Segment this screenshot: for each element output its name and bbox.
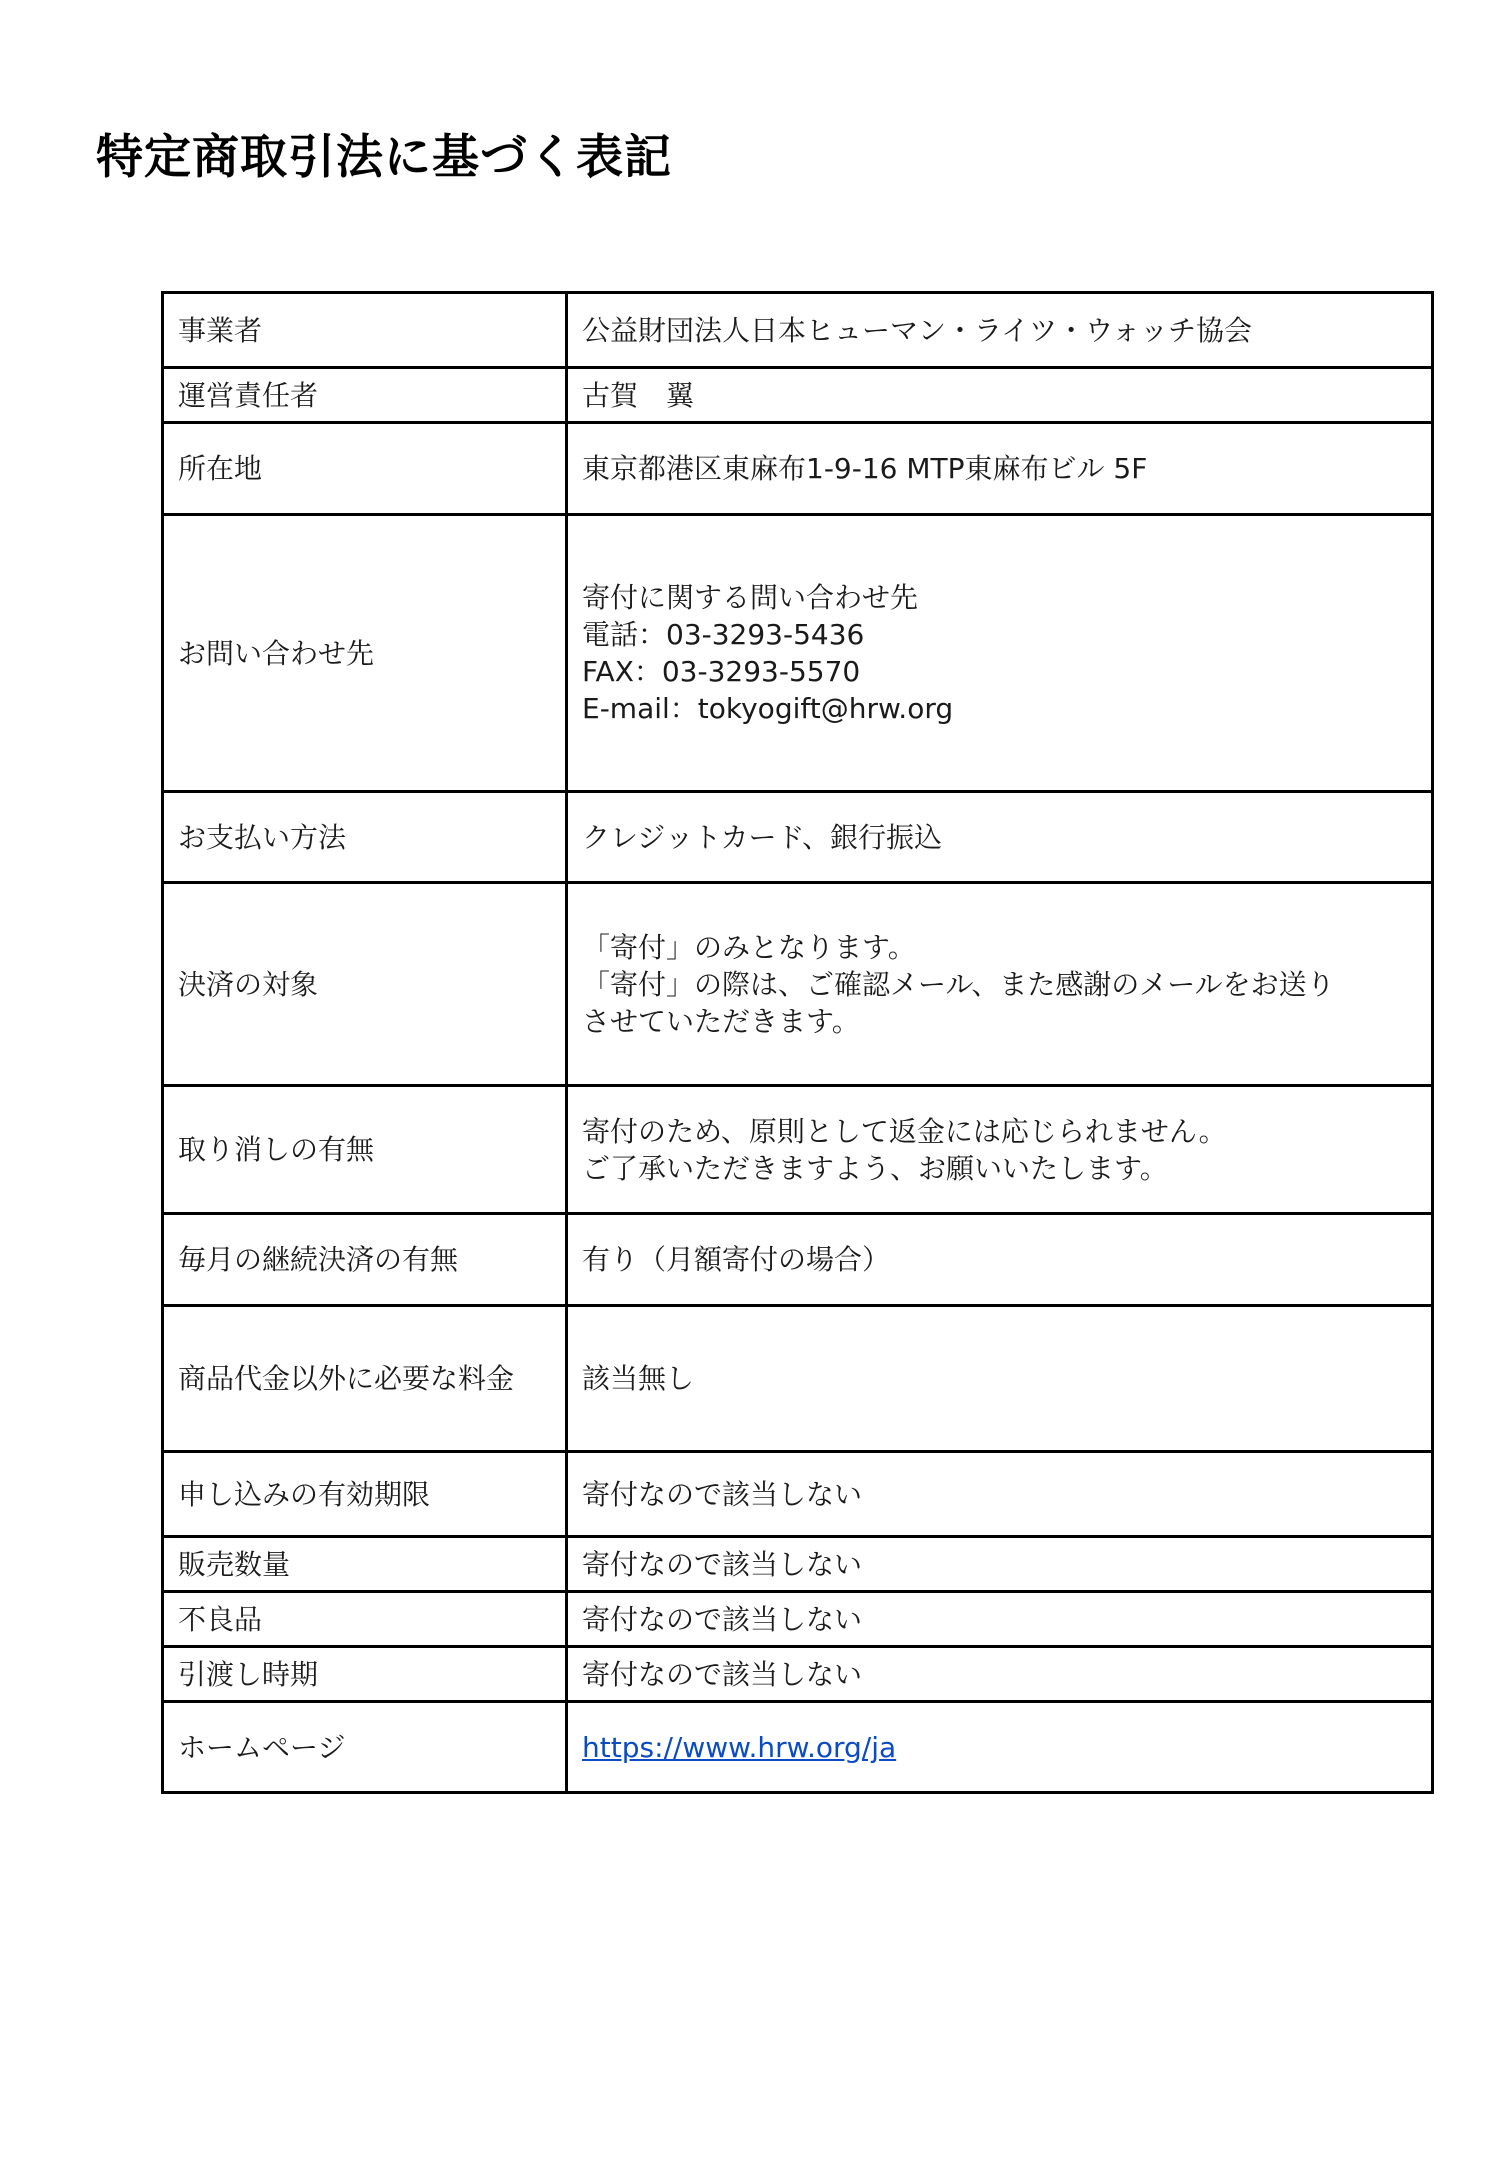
- table-row: [163, 1647, 1433, 1702]
- label-additional-fees: 商品代金以外に必要な料金: [163, 1306, 567, 1452]
- value-defective-goods: 寄付なので該当しない: [567, 1592, 1433, 1647]
- table-row: [163, 883, 1433, 1086]
- label-delivery-time: 引渡し時期: [163, 1647, 567, 1702]
- table-row: [163, 293, 1433, 368]
- label-homepage: ホームページ: [163, 1702, 567, 1793]
- label-payment-target: 決済の対象: [163, 883, 567, 1086]
- table-row: [163, 1306, 1433, 1452]
- value-address: 東京都港区東麻布1-9-16 MTP東麻布ビル 5F: [567, 423, 1433, 515]
- table-row: [163, 368, 1433, 423]
- table-row: [163, 1086, 1433, 1214]
- value-application-validity: 寄付なので該当しない: [567, 1452, 1433, 1537]
- label-address: 所在地: [163, 423, 567, 515]
- contact-email: E-mail：tokyogift@hrw.org: [582, 692, 954, 725]
- cancellation-line: ご了承いただきますよう、お願いいたします。: [582, 1151, 1168, 1185]
- value-payment-target: [567, 883, 1433, 1086]
- label-business-operator: 事業者: [163, 293, 567, 368]
- table-row: [163, 1702, 1433, 1793]
- value-homepage: [567, 1702, 1433, 1793]
- value-business-operator: 公益財団法人日本ヒューマン・ライツ・ウォッチ協会: [567, 293, 1433, 368]
- table-row: [163, 792, 1433, 883]
- label-defective-goods: 不良品: [163, 1592, 567, 1647]
- label-cancellation: 取り消しの有無: [163, 1086, 567, 1214]
- homepage-link[interactable]: https://www.hrw.org/ja: [582, 1730, 897, 1764]
- payment-target-line: させていただきます。: [582, 1004, 860, 1038]
- contact-fax: FAX：03-3293-5570: [582, 655, 861, 688]
- value-payment-method: クレジットカード、銀行振込: [567, 792, 1433, 883]
- table-row: [163, 1214, 1433, 1306]
- label-application-validity: 申し込みの有効期限: [163, 1452, 567, 1537]
- value-sales-quantity: 寄付なので該当しない: [567, 1537, 1433, 1592]
- table-row: [163, 515, 1433, 792]
- page-title: 特定商取引法に基づく表記: [96, 130, 672, 185]
- label-contact: お問い合わせ先: [163, 515, 567, 792]
- contact-heading: 寄付に関する問い合わせ先: [582, 581, 919, 614]
- contact-phone: 電話：03-3293-5436: [582, 618, 865, 651]
- label-monthly-payment: 毎月の継続決済の有無: [163, 1214, 567, 1306]
- payment-target-line: 「寄付」のみとなります。: [582, 930, 916, 964]
- cancellation-line: 寄付のため、原則として返金には応じられません。: [582, 1114, 1227, 1148]
- table-row: [163, 423, 1433, 515]
- table-row: [163, 1592, 1433, 1647]
- table-row: [163, 1537, 1433, 1592]
- label-sales-quantity: 販売数量: [163, 1537, 567, 1592]
- value-manager: 古賀 翼: [567, 368, 1433, 423]
- info-table: [161, 291, 1434, 1794]
- label-manager: 運営責任者: [163, 368, 567, 423]
- value-additional-fees: 該当無し: [567, 1306, 1433, 1452]
- value-monthly-payment: 有り（月額寄付の場合）: [567, 1214, 1433, 1306]
- table-row: [163, 1452, 1433, 1537]
- value-cancellation: [567, 1086, 1433, 1214]
- value-contact: [567, 515, 1433, 792]
- label-payment-method: お支払い方法: [163, 792, 567, 883]
- payment-target-line: 「寄付」の際は、ご確認メール、また感謝のメールをお送り: [582, 967, 1335, 1001]
- value-delivery-time: 寄付なので該当しない: [567, 1647, 1433, 1702]
